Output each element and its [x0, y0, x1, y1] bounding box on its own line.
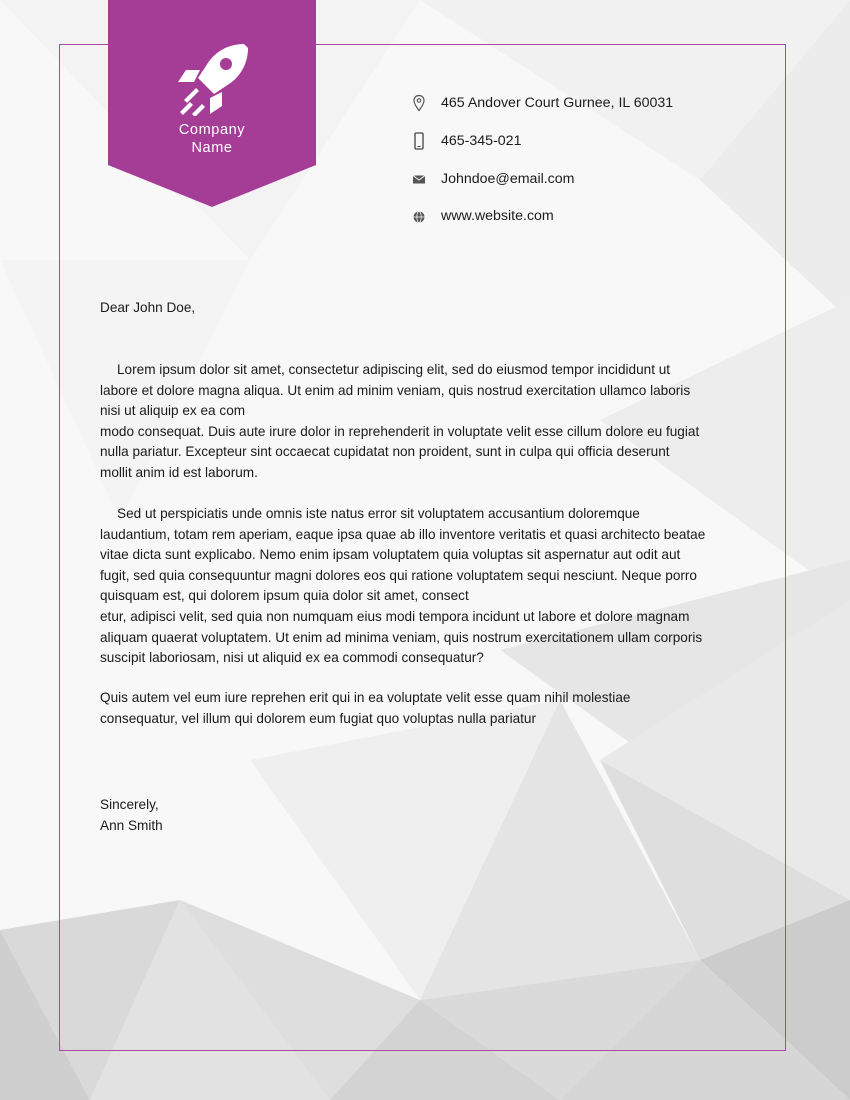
text-line: modo consequat. Duis aute irure dolor in reprehenderit in voluptate velit esse cillum dolore eu fugiat — [100, 423, 700, 439]
paragraph-3 — [100, 688, 755, 729]
email-text: Johndoe@email.com — [441, 171, 575, 187]
salutation: Dear John Doe, — [100, 300, 196, 315]
text-line: consequatur, vel illum qui dolorem eum fugiat quo voluptas nulla pariatur — [100, 710, 537, 726]
location-pin-icon — [410, 94, 428, 112]
company-name-line2: Name — [191, 140, 233, 156]
text-line: suscipit laboriosam, nisi ut aliquid ex ea commodi consequatur? — [100, 650, 484, 666]
paragraph-1 — [100, 360, 755, 484]
text-line: quisquam est, qui dolorem ipsum quia dolor sit amet, consect — [100, 588, 469, 604]
text-line: Sed ut perspiciatis unde omnis iste natus error sit voluptatem accusantium doloremque — [117, 506, 640, 521]
address-text: 465 Andover Court Gurnee, IL 60031 — [441, 95, 674, 111]
text-line: aliquam quaerat voluptatem. Ut enim ad minima veniam, quis nostrum exercitationem ullam corporis — [100, 629, 703, 645]
text-line: labore et dolore magna aliqua. Ut enim ad minim veniam, quis nostrud exercitation ullamco laboris — [100, 382, 691, 398]
phone-icon — [410, 132, 428, 150]
text-line: mollit anim id est laborum. — [100, 464, 258, 480]
text-line: etur, adipisci velit, sed quia non numquam eius modi tempora incidunt ut labore et dolore magnam — [100, 608, 690, 624]
website-text: www.website.com — [441, 208, 554, 224]
text-line: vitae dicta sunt explicabo. Nemo enim ipsam voluptatem quia voluptas sit aspernatur aut odit aut — [100, 547, 681, 563]
closing: Sincerely, — [100, 797, 159, 812]
paragraph-2 — [100, 504, 755, 669]
text-line: nulla pariatur. Excepteur sint occaecat cupidatat non proident, sunt in culpa qui officia deserunt — [100, 444, 670, 460]
company-name — [108, 121, 316, 157]
text-line: nisi ut aliquip ex ea com — [100, 403, 246, 419]
company-name-line1: Company — [178, 122, 246, 138]
globe-icon — [410, 207, 428, 225]
text-line: fugit, sed quia consequuntur magni dolores eos qui ratione voluptatem sequi nesciunt. Neque porro — [100, 567, 697, 583]
signature-name: Ann Smith — [100, 817, 163, 833]
rocket-icon — [176, 40, 252, 116]
text-line: laudantium, totam rem aperiam, eaque ipsa quae ab illo inventore veritatis et quasi architecto beatae — [100, 526, 706, 542]
envelope-icon — [410, 170, 428, 188]
closing-block — [100, 795, 163, 836]
text-line: Lorem ipsum dolor sit amet, consectetur adipiscing elit, sed do eiusmod tempor incididunt ut — [117, 362, 671, 377]
text-line: Quis autem vel eum iure reprehen erit qui in ea voluptate velit esse quam nihil molestiae — [100, 690, 631, 705]
phone-text: 465-345-021 — [441, 133, 522, 149]
